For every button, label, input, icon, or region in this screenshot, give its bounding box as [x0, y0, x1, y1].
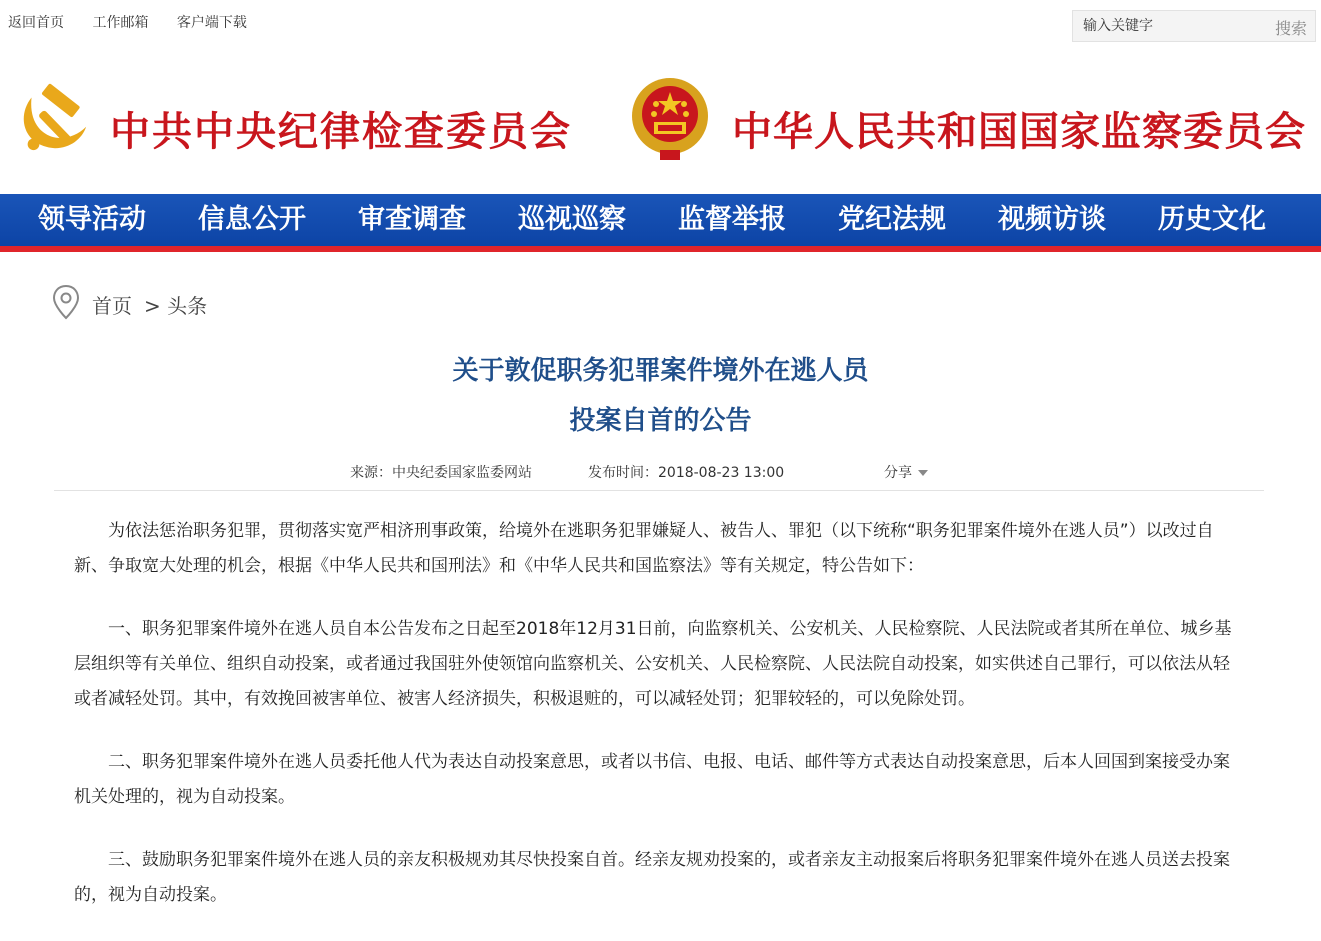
nav-item-investigation[interactable]: 审查调查	[358, 204, 466, 235]
location-pin-icon	[52, 284, 80, 320]
share-button[interactable]	[884, 462, 928, 482]
main-nav	[0, 194, 1321, 252]
cpc-commission-title: 中共中央纪律检查委员会	[110, 108, 572, 155]
nav-item-inspection[interactable]: 巡视巡察	[518, 204, 626, 235]
national-supervisory-commission-title: 中华人民共和国国家监察委员会	[732, 108, 1306, 155]
nav-item-history[interactable]: 历史文化	[1158, 204, 1266, 235]
article-paragraph: 为依法惩治职务犯罪，贯彻落实宽严相济刑事政策，给境外在逃职务犯罪嫌疑人、被告人、罪犯（以下统称“职务犯罪案件境外在逃人员”）以改过自新、争取宽大处理的机会，根据《中华人民共和国刑法》和《中华人民共和国监察法》等有关规定，特公告如下：	[74, 521, 1214, 576]
nav-item-info-disclosure[interactable]: 信息公开	[198, 204, 306, 235]
article-title-line1: 关于敦促职务犯罪案件境外在逃人员	[452, 356, 869, 386]
search-box	[1072, 10, 1316, 42]
hammer-sickle-icon	[14, 78, 92, 156]
link-client-download[interactable]: 客户端下载	[176, 15, 247, 31]
top-utility-bar	[0, 0, 1321, 44]
link-home[interactable]: 返回首页	[8, 15, 64, 31]
article-paragraph: 二、职务犯罪案件境外在逃人员委托他人代为表达自动投案意思，或者以书信、电报、电话、邮件等方式表达自动投案意思，后本人回国到案接受办案机关处理的，视为自动投案。	[74, 752, 1230, 807]
national-emblem-icon	[628, 74, 712, 162]
site-header	[0, 60, 1321, 180]
link-work-email[interactable]: 工作邮箱	[92, 15, 149, 31]
article-publish-time: 发布时间：2018-08-23 13:00	[588, 465, 785, 481]
article-body	[74, 514, 1244, 941]
divider	[54, 490, 1264, 491]
article-title-line2: 投案自首的公告	[569, 406, 752, 436]
nav-item-video[interactable]: 视频访谈	[998, 204, 1106, 235]
caret-down-icon	[918, 470, 928, 476]
nav-item-regulations[interactable]: 党纪法规	[838, 204, 946, 235]
search-input[interactable]	[1073, 11, 1259, 41]
nav-item-report[interactable]: 监督举报	[678, 204, 786, 235]
top-links	[8, 12, 271, 32]
breadcrumb-home[interactable]: 首页	[92, 294, 132, 318]
breadcrumb-current: > 头条	[144, 294, 208, 318]
article-paragraph: 一、职务犯罪案件境外在逃人员自本公告发布之日起至2018年12月31日前，向监察机关、公安机关、人民检察院、人民法院或者其所在单位、城乡基层组织等有关单位、组织自动投案，或者通过我国驻外使领馆向监察机关、公安机关、人民检察院、人民法院自动投案，如实供述自己罪行，可以依法从轻或者减轻处罚。其中，有效挽回被害单位、被害人经济损失，积极退赃的，可以减轻处罚；犯罪较轻的，可以免除处罚。	[74, 619, 1232, 709]
nav-item-leadership[interactable]: 领导活动	[38, 204, 146, 235]
article-paragraph: 三、鼓励职务犯罪案件境外在逃人员的亲友积极规劝其尽快投案自首。经亲友规劝投案的，或者亲友主动报案后将职务犯罪案件境外在逃人员送去投案的，视为自动投案。	[74, 850, 1230, 905]
search-button[interactable]: 搜索	[1274, 19, 1307, 38]
share-label: 分享	[884, 465, 912, 481]
article-source: 来源：中央纪委国家监委网站	[350, 465, 532, 481]
